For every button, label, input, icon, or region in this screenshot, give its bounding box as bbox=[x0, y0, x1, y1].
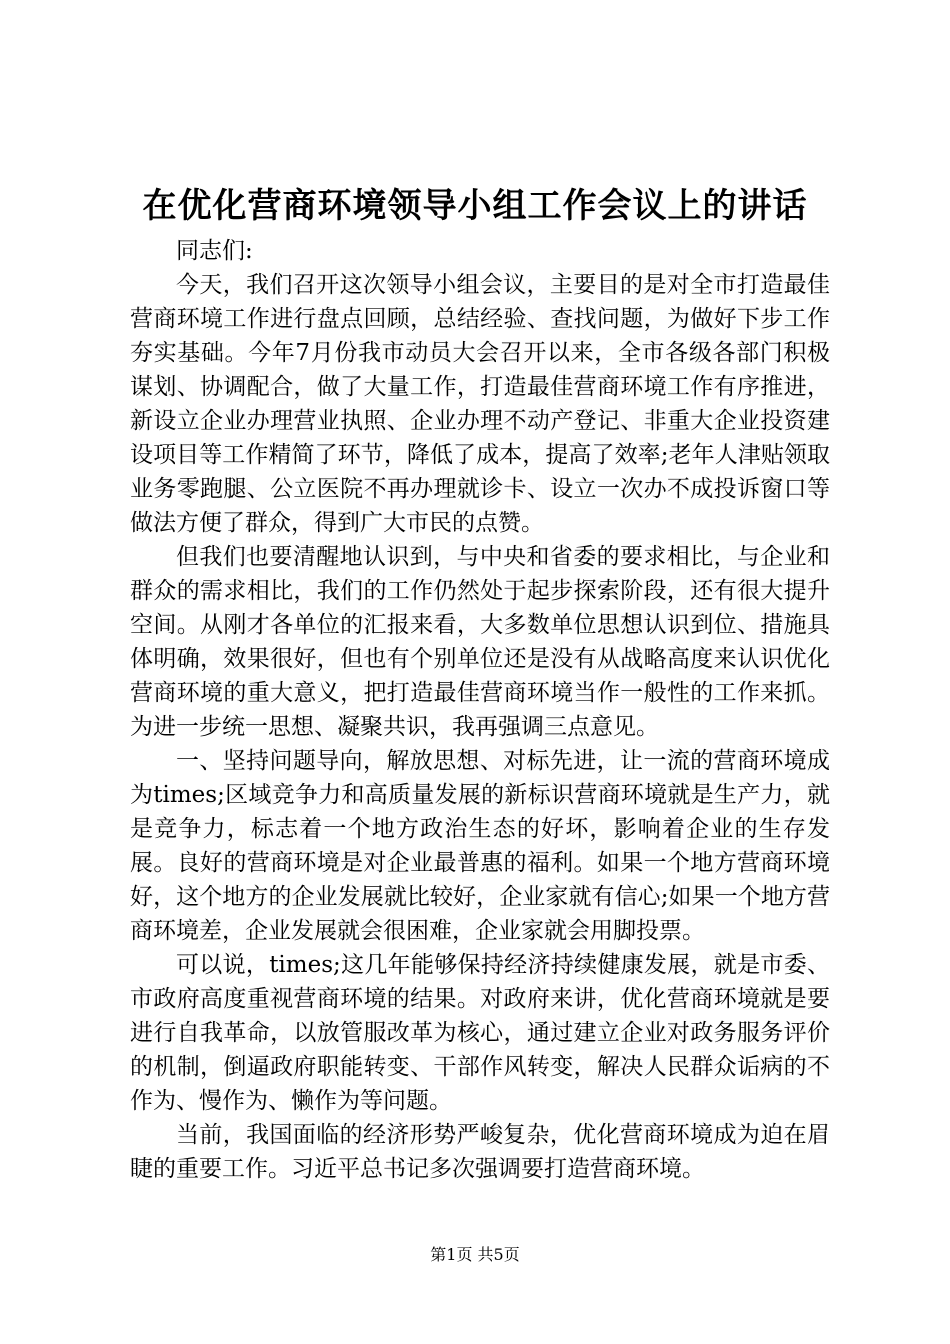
body-paragraph: 但我们也要清醒地认识到，与中央和省委的要求相比，与企业和群众的需求相比，我们的工作仍然处于起步探索阶段，还有很大提升空间。从刚才各单位的汇报来看，大多数单位思想认识到位、措施具体明确，效果很好，但也有个别单位还是没有从战略高度来认识优化营商环境的重大意义，把打造最佳营商环境当作一般性的工作来抓。为进一步统一思想、凝聚共识，我再强调三点意见。 bbox=[130, 544, 830, 740]
document-title: 在优化营商环境领导小组工作会议上的讲话 bbox=[142, 186, 808, 226]
body-paragraph: 今天，我们召开这次领导小组会议，主要目的是对全市打造最佳营商环境工作进行盘点回顾，总结经验、查找问题，为做好下步工作夯实基础。今年7月份我市动员大会召开以来，全市各级各部门积极谋划、协调配合，做了大量工作，打造最佳营商环境工作有序推进，新设立企业办理营业执照、企业办理不动产登记、非重大企业投资建设项目等工作精简了环节，降低了成本，提高了效率;老年人津贴领取业务零跑腿、公立医院不再办理就诊卡、设立一次办不成投诉窗口等做法方便了群众，得到广大市民的点赞。 bbox=[130, 272, 830, 536]
body-paragraph: 当前，我国面临的经济形势严峻复杂，优化营商环境成为迫在眉睫的重要工作。习近平总书记多次强调要打造营商环境。 bbox=[130, 1122, 830, 1182]
page-number-footer: 第1页 共5页 bbox=[430, 1245, 520, 1264]
body-paragraph: 一、坚持问题导向，解放思想、对标先进，让一流的营商环境成为times;区域竞争力和高质量发展的新标识营商环境就是生产力，就是竞争力，标志着一个地方政治生态的好坏，影响着企业的生存发展。良好的营商环境是对企业最普惠的福利。如果一个地方营商环境好，这个地方的企业发展就比较好，企业家就有信心;如果一个地方营商环境差，企业发展就会很困难，企业家就会用脚投票。 bbox=[130, 748, 830, 944]
salutation-paragraph: 同志们: bbox=[176, 238, 253, 264]
document-body bbox=[130, 234, 830, 1186]
body-paragraph: 可以说，times;这几年能够保持经济持续健康发展，就是市委、市政府高度重视营商环境的结果。对政府来讲，优化营商环境就是要进行自我革命，以放管服改革为核心，通过建立企业对政务服务评价的机制，倒逼政府职能转变、干部作风转变，解决人民群众诟病的不作为、慢作为、懒作为等问题。 bbox=[130, 952, 830, 1114]
